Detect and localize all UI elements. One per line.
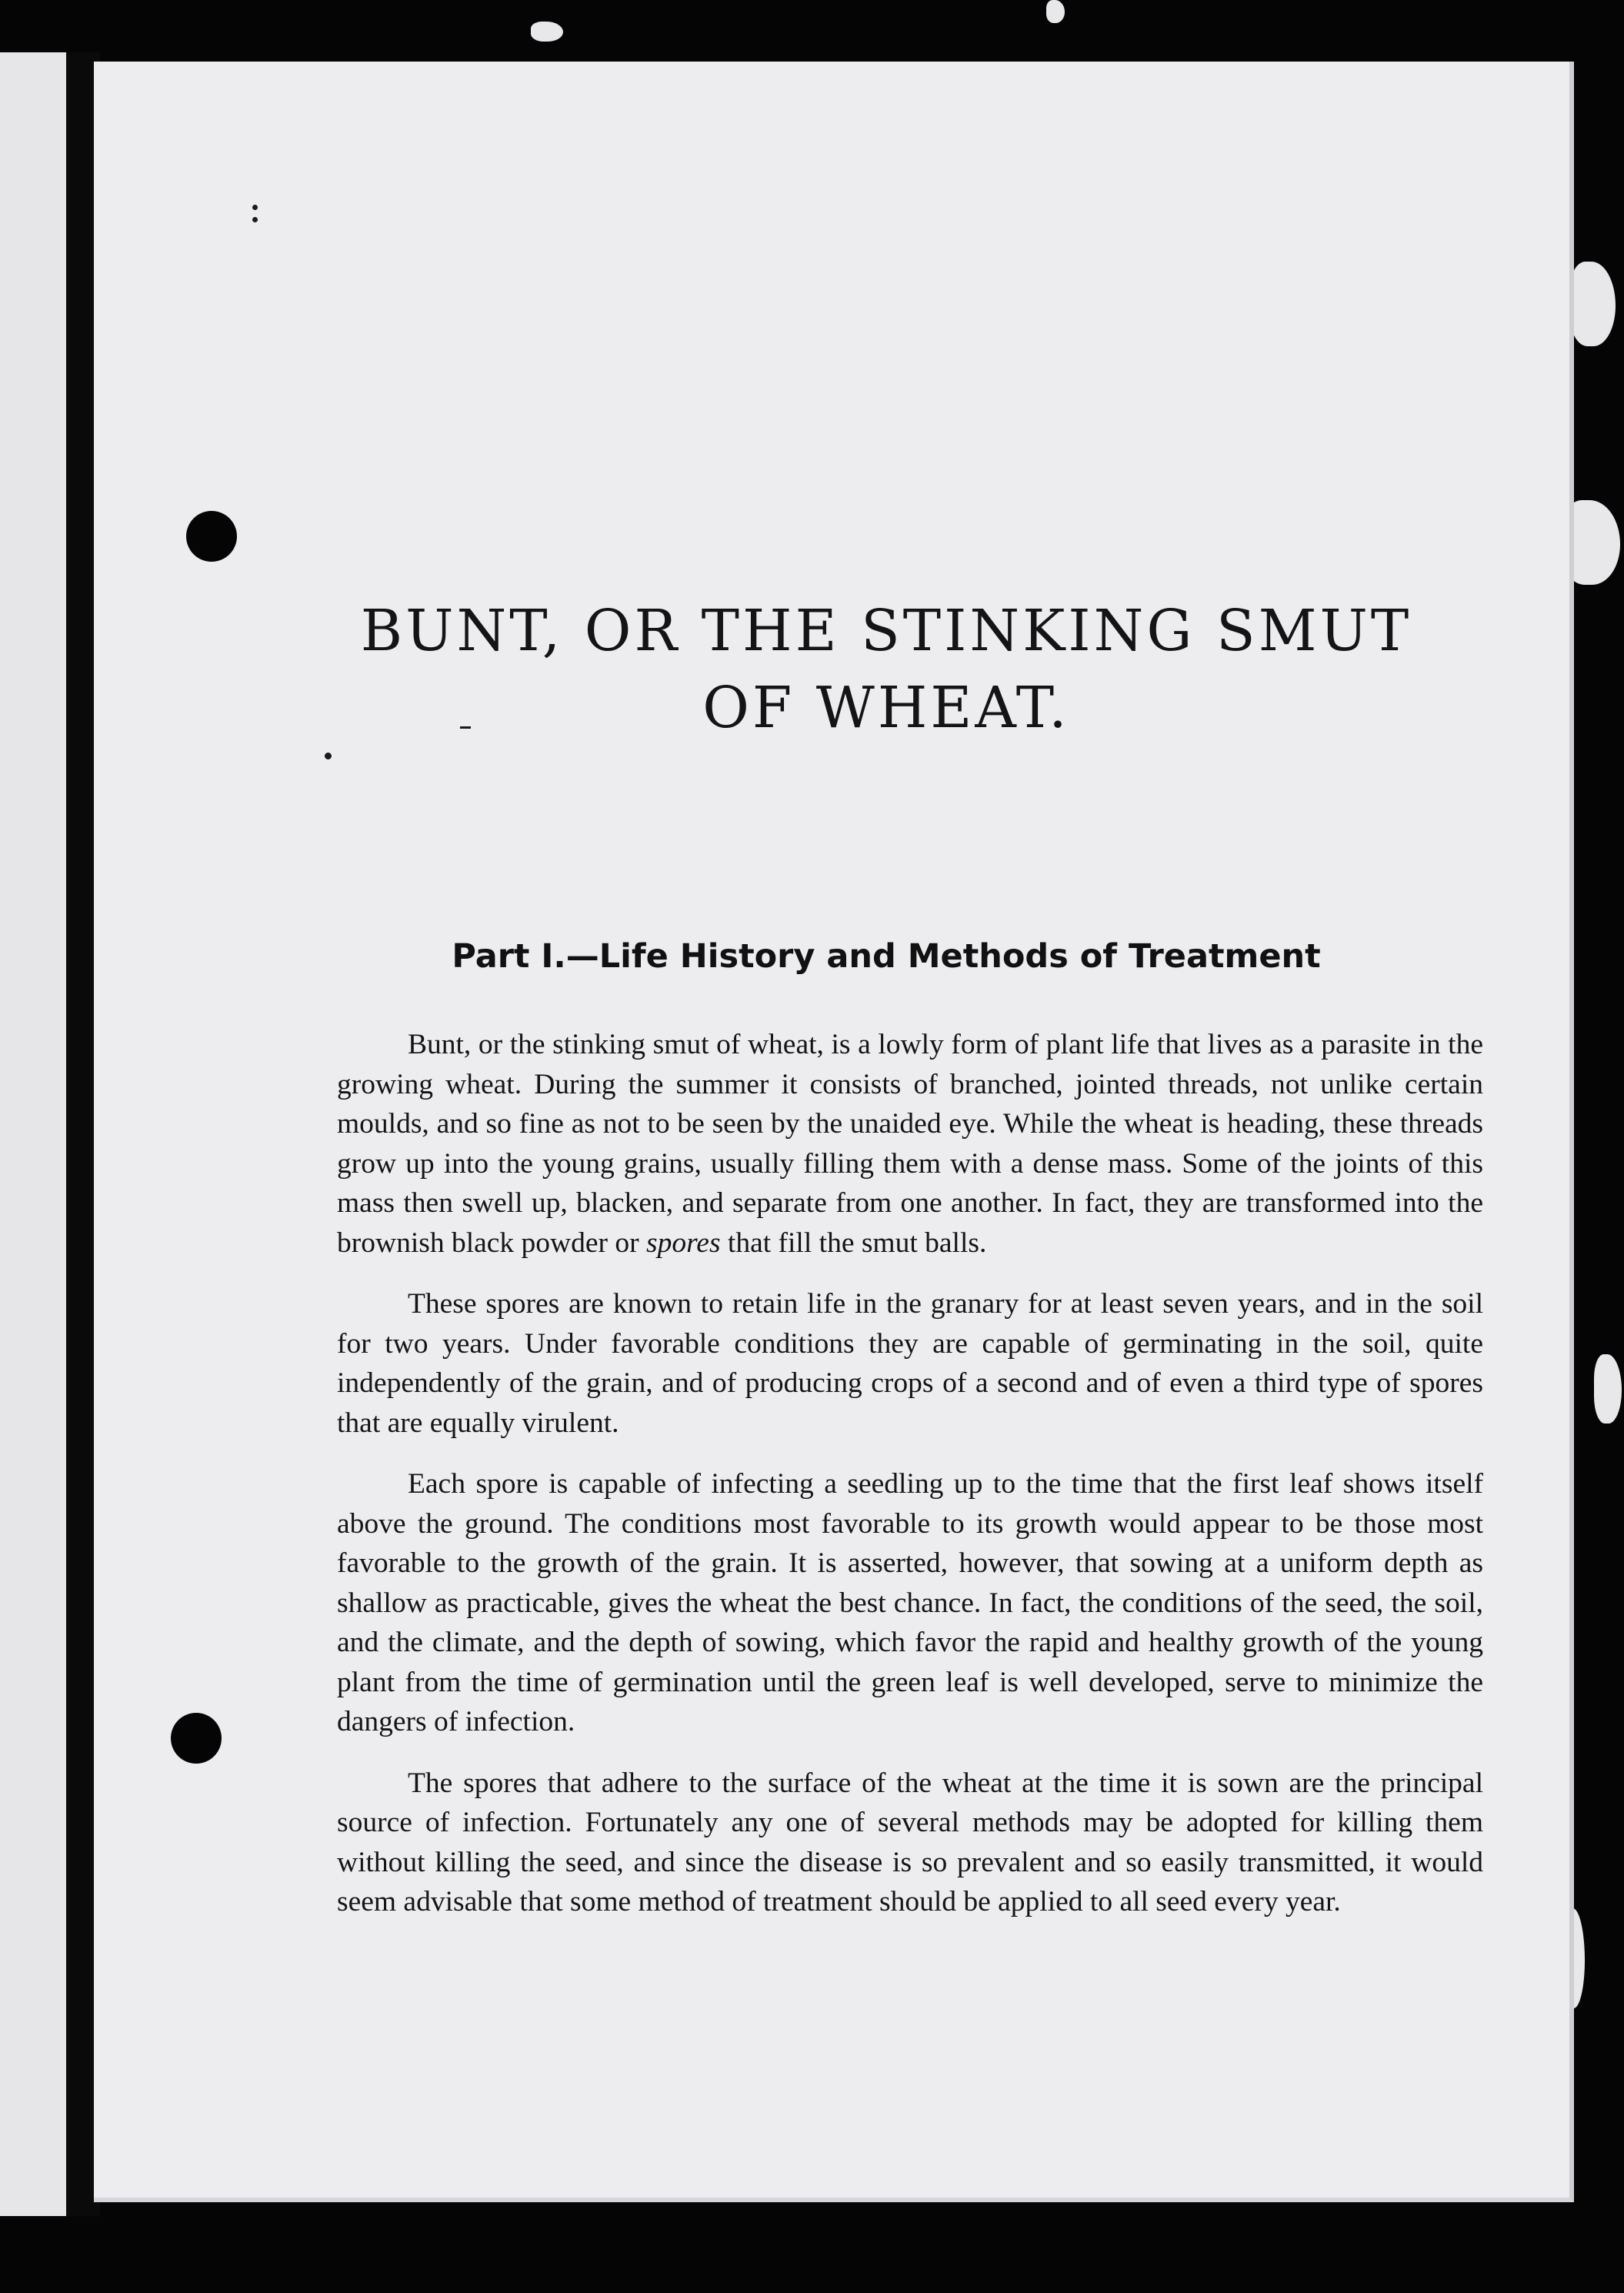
torn-edge-mark xyxy=(1569,262,1616,346)
emphasized-term: spores xyxy=(646,1227,721,1259)
ink-speck xyxy=(325,753,332,759)
page-title xyxy=(278,592,1494,746)
document-page xyxy=(94,62,1574,2202)
punch-hole-top xyxy=(186,511,237,562)
torn-edge-mark xyxy=(1046,0,1065,23)
torn-edge-mark xyxy=(1594,1354,1622,1424)
body-text xyxy=(337,1025,1483,1944)
paragraph-1-text: Bunt, or the stinking smut of wheat, is a lowly form of plant life that lives as a parasite in the growing wheat. During the summer it consists of branched, jointed threads, not unlike certain moulds, and so fine as not to be seen by the unaided eye. While the wheat is heading, these threads grow up into the young grains, usually filling them with a dense mass. Some of the joints of this mass then swell up, blacken, and separate from one another. In fact, they are transformed into the brownish black powder or xyxy=(337,1029,1483,1259)
paragraph-3: Each spore is capable of infecting a seedling up to the time that the first leaf shows itself above the ground. The conditions most favorable to its growth would appear to be those most favorable to the growth of the grain. It is asserted, however, that sowing at a uniform depth as shallow as practicable, gives the wheat the best chance. In fact, the conditions of the seed, the soil, and the climate, and the depth of sowing, which favor the rapid and healthy growth of the young plant from the time of germination until the green leaf is well developed, serve to minimize the dangers of infection. xyxy=(337,1468,1483,1737)
ink-speck xyxy=(252,205,258,210)
part-heading: Part I.—Life History and Methods of Treatment xyxy=(452,937,1321,976)
torn-edge-mark xyxy=(531,22,563,42)
title-line-1: BUNT, OR THE STINKING SMUT xyxy=(360,598,1412,664)
title-line-2: OF WHEAT. xyxy=(702,675,1070,741)
paragraph-4: The spores that adhere to the surface of the wheat at the time it is sown are the principal source of infection. Fortunately any one of several methods may be adopted for killing them without killing the seed, and since the disease is so prevalent and so easily transmitted, it would seem advisable that some method of treatment should be applied to all seed every year. xyxy=(337,1767,1483,1918)
paragraph-1 xyxy=(337,1025,1483,1263)
facing-page-edge xyxy=(0,52,75,2216)
paragraph-1-tail: that fill the smut balls. xyxy=(720,1227,987,1259)
punch-hole-bottom xyxy=(171,1713,222,1764)
ink-speck xyxy=(252,217,258,222)
paragraph-2: These spores are known to retain life in the granary for at least seven years, and in the soil for two years. Under favorable conditions they are capable of germinating in the soil, quite independently of the grain, and of producing crops of a second and of even a third type of spores that are equally virulent. xyxy=(337,1288,1483,1439)
